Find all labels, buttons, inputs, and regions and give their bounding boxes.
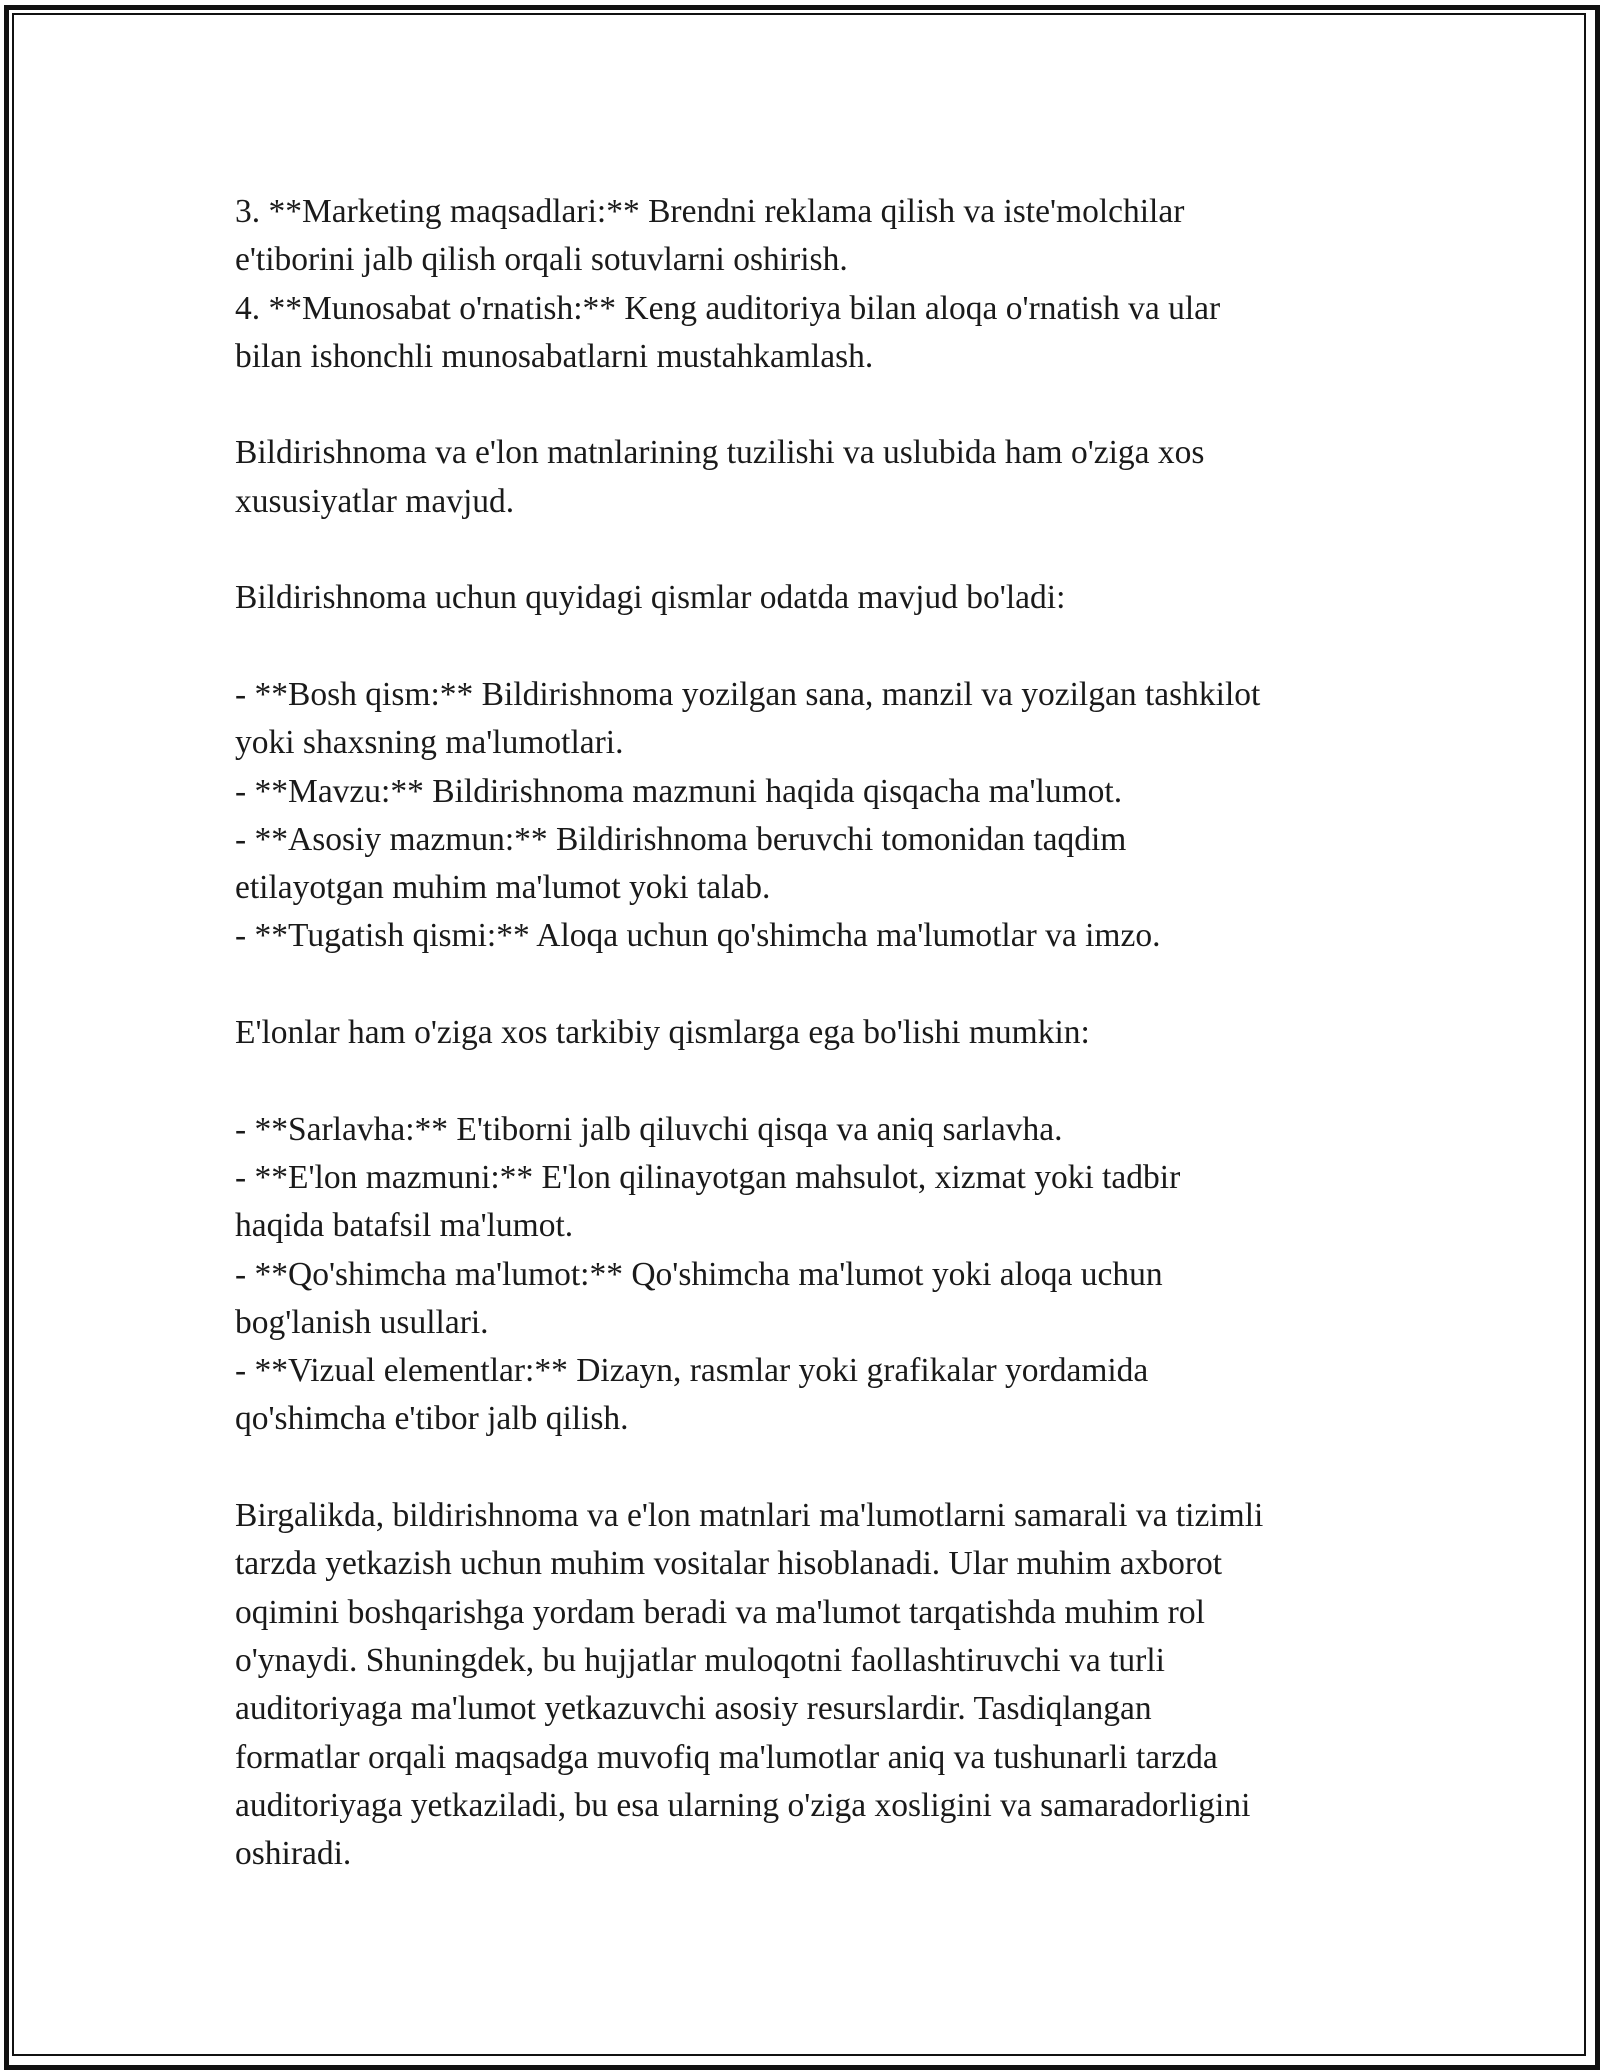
list-item-main-content [235,816,1375,913]
paragraph-gap [235,1057,1375,1105]
text-line: bog'lanish usullari. [235,1303,489,1341]
text-line: E'lonlar ham o'ziga xos tarkibiy qismlarga ega bo'lishi mumkin: [235,1014,1090,1052]
text-line: - **Sarlavha:** E'tiborni jalb qiluvchi qisqa va aniq sarlavha. [235,1110,1063,1148]
text-line: tarzda yetkazish uchun muhim vositalar hisoblanadi. Ular muhim axborot [235,1545,1223,1583]
paragraph-conclusion [235,1492,1375,1878]
text-line: - **E'lon mazmuni:** E'lon qilinayotgan mahsulot, xizmat yoki tadbir [235,1158,1181,1196]
text-line: formatlar orqali maqsadga muvofiq ma'lumotlar aniq va tushunarli tarzda [235,1738,1218,1776]
text-line: e'tiborini jalb qilish orqali sotuvlarni oshirish. [235,241,848,279]
text-line: - **Mavzu:** Bildirishnoma mazmuni haqida qisqacha ma'lumot. [235,772,1123,810]
paragraph-features [235,429,1375,526]
text-line: - **Bosh qism:** Bildirishnoma yozilgan sana, manzil va yozilgan tashkilot [235,675,1261,713]
text-line: oshiradi. [235,1835,352,1873]
list-item-marketing-goals [235,188,1375,285]
notice-parts-list [235,671,1375,961]
paragraph-gap [235,526,1375,574]
text-line: Bildirishnoma uchun quyidagi qismlar odatda mavjud bo'ladi: [235,579,1066,617]
paragraph-gap [235,381,1375,429]
text-line: - **Tugatish qismi:** Aloqa uchun qo'shimcha ma'lumotlar va imzo. [235,917,1161,955]
text-line: 3. **Marketing maqsadlari:** Brendni reklama qilish va iste'molchilar [235,193,1185,230]
list-item-headline [235,1106,1375,1154]
list-item-visual-elements [235,1347,1375,1444]
text-line: xususiyatlar mavjud. [235,482,515,520]
text-line: 4. **Munosabat o'rnatish:** Keng auditoriya bilan aloqa o'rnatish va ular [235,289,1221,327]
paragraph-gap [235,1444,1375,1492]
text-line: - **Vizual elementlar:** Dizayn, rasmlar yoki grafikalar yordamida [235,1352,1149,1390]
paragraph-gap [235,961,1375,1009]
text-line: auditoriyaga yetkaziladi, bu esa ularning o'ziga xosligini va samaradorligini [235,1786,1251,1824]
numbered-list [235,188,1375,381]
ad-parts-list [235,1106,1375,1444]
list-item-relationship-building [235,285,1375,382]
paragraph-gap [235,623,1375,671]
text-line: - **Qo'shimcha ma'lumot:** Qo'shimcha ma'lumot yoki aloqa uchun [235,1255,1163,1293]
text-line: o'ynaydi. Shuningdek, bu hujjatlar muloqotni faollashtiruvchi va turli [235,1641,1165,1679]
text-line: Bildirishnoma va e'lon matnlarining tuzilishi va uslubida ham o'ziga xos [235,434,1205,472]
text-line: Birgalikda, bildirishnoma va e'lon matnlari ma'lumotlarni samarali va tizimli [235,1497,1264,1535]
list-item-topic [235,768,1375,816]
paragraph-notice-intro [235,574,1375,622]
text-line: haqida batafsil ma'lumot. [235,1207,574,1245]
text-line: yoki shaxsning ma'lumotlari. [235,724,624,762]
text-line: bilan ishonchli munosabatlarni mustahkamlash. [235,337,874,375]
text-line: etilayotgan muhim ma'lumot yoki talab. [235,869,771,907]
paragraph-ad-intro [235,1009,1375,1057]
list-item-additional-info [235,1251,1375,1348]
list-item-ad-content [235,1154,1375,1251]
list-item-head-section [235,671,1375,768]
document-body [235,188,1375,1878]
text-line: qo'shimcha e'tibor jalb qilish. [235,1400,629,1438]
text-line: - **Asosiy mazmun:** Bildirishnoma beruvchi tomonidan taqdim [235,820,1127,858]
text-line: oqimini boshqarishga yordam beradi va ma'lumot tarqatishda muhim rol [235,1593,1205,1631]
list-item-closing-section [235,912,1375,960]
text-line: auditoriyaga ma'lumot yetkazuvchi asosiy resurslardir. Tasdiqlangan [235,1690,1152,1728]
